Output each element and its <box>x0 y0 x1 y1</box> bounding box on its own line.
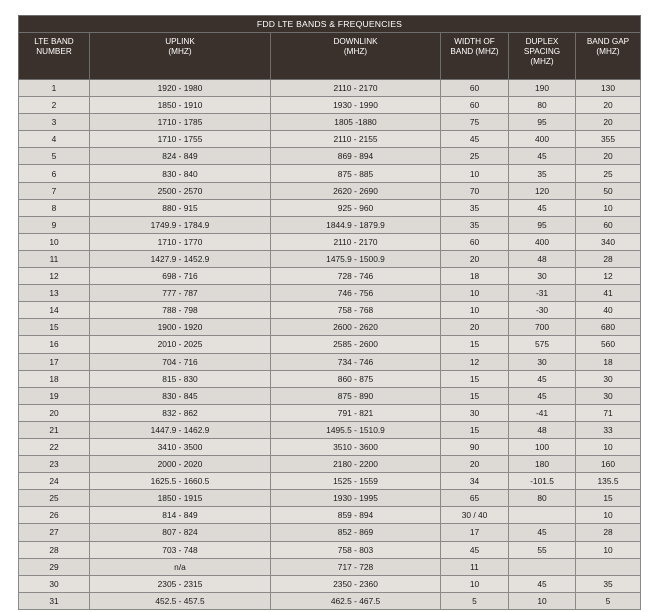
cell-band-number: 22 <box>19 438 90 455</box>
cell-width-of-band: 5 <box>441 592 509 609</box>
cell-width-of-band: 10 <box>441 285 509 302</box>
cell-downlink: 746 - 756 <box>271 285 441 302</box>
cell-uplink: 2010 - 2025 <box>90 336 271 353</box>
cell-downlink: 860 - 875 <box>271 370 441 387</box>
table-row <box>19 353 641 370</box>
table-row <box>19 80 641 97</box>
cell-band-number: 4 <box>19 131 90 148</box>
cell-band-gap: 41 <box>576 285 641 302</box>
cell-band-gap <box>576 558 641 575</box>
cell-band-number: 11 <box>19 250 90 267</box>
cell-band-gap: 160 <box>576 456 641 473</box>
cell-duplex-spacing <box>509 558 576 575</box>
cell-downlink: 1525 - 1559 <box>271 473 441 490</box>
cell-downlink: 2110 - 2155 <box>271 131 441 148</box>
cell-uplink: 880 - 915 <box>90 199 271 216</box>
cell-downlink: 875 - 885 <box>271 165 441 182</box>
cell-band-gap: 10 <box>576 541 641 558</box>
cell-downlink: 3510 - 3600 <box>271 438 441 455</box>
cell-downlink: 1475.9 - 1500.9 <box>271 250 441 267</box>
table-row <box>19 490 641 507</box>
cell-downlink: 2110 - 2170 <box>271 233 441 250</box>
cell-duplex-spacing: 45 <box>509 370 576 387</box>
column-header-line: SPACING <box>523 47 561 56</box>
cell-band-number: 18 <box>19 370 90 387</box>
cell-width-of-band: 60 <box>441 233 509 250</box>
cell-band-number: 6 <box>19 165 90 182</box>
cell-downlink: 1844.9 - 1879.9 <box>271 216 441 233</box>
cell-duplex-spacing: 700 <box>509 319 576 336</box>
cell-band-gap: 10 <box>576 438 641 455</box>
column-header-line: BAND GAP <box>586 37 630 46</box>
cell-duplex-spacing: 80 <box>509 97 576 114</box>
table-body <box>19 80 641 610</box>
cell-duplex-spacing: 400 <box>509 131 576 148</box>
column-header-band-gap <box>576 33 641 80</box>
cell-uplink: n/a <box>90 558 271 575</box>
lte-bands-table-container <box>18 15 640 610</box>
cell-duplex-spacing: 45 <box>509 148 576 165</box>
cell-band-gap: 50 <box>576 182 641 199</box>
table-row <box>19 302 641 319</box>
cell-width-of-band: 30 <box>441 404 509 421</box>
cell-downlink: 1930 - 1995 <box>271 490 441 507</box>
cell-downlink: 1495.5 - 1510.9 <box>271 421 441 438</box>
cell-downlink: 1930 - 1990 <box>271 97 441 114</box>
cell-duplex-spacing: -101.5 <box>509 473 576 490</box>
cell-band-gap: 355 <box>576 131 641 148</box>
column-header-line: DUPLEX <box>525 37 559 46</box>
cell-band-gap: 40 <box>576 302 641 319</box>
cell-band-gap: 20 <box>576 148 641 165</box>
cell-band-number: 31 <box>19 592 90 609</box>
column-header-line: UPLINK <box>165 37 195 46</box>
cell-width-of-band: 15 <box>441 370 509 387</box>
cell-width-of-band: 45 <box>441 541 509 558</box>
table-row <box>19 421 641 438</box>
cell-downlink: 2180 - 2200 <box>271 456 441 473</box>
cell-band-number: 27 <box>19 524 90 541</box>
table-row <box>19 592 641 609</box>
cell-duplex-spacing: 180 <box>509 456 576 473</box>
cell-band-number: 9 <box>19 216 90 233</box>
cell-band-gap: 15 <box>576 490 641 507</box>
cell-band-number: 2 <box>19 97 90 114</box>
cell-downlink: 758 - 803 <box>271 541 441 558</box>
cell-width-of-band: 15 <box>441 387 509 404</box>
cell-uplink: 704 - 716 <box>90 353 271 370</box>
cell-duplex-spacing: 95 <box>509 114 576 131</box>
cell-band-gap: 130 <box>576 80 641 97</box>
cell-downlink: 2585 - 2600 <box>271 336 441 353</box>
cell-band-number: 10 <box>19 233 90 250</box>
table-row <box>19 131 641 148</box>
table-row <box>19 370 641 387</box>
table-row <box>19 524 641 541</box>
cell-uplink: 1427.9 - 1452.9 <box>90 250 271 267</box>
cell-downlink: 791 - 821 <box>271 404 441 421</box>
cell-width-of-band: 11 <box>441 558 509 575</box>
cell-band-number: 20 <box>19 404 90 421</box>
cell-band-gap: 20 <box>576 97 641 114</box>
cell-uplink: 2305 - 2315 <box>90 575 271 592</box>
cell-downlink: 717 - 728 <box>271 558 441 575</box>
cell-width-of-band: 30 / 40 <box>441 507 509 524</box>
cell-band-gap: 33 <box>576 421 641 438</box>
cell-band-number: 26 <box>19 507 90 524</box>
cell-uplink: 830 - 840 <box>90 165 271 182</box>
cell-downlink: 758 - 768 <box>271 302 441 319</box>
cell-band-gap: 30 <box>576 370 641 387</box>
cell-band-number: 5 <box>19 148 90 165</box>
cell-band-number: 30 <box>19 575 90 592</box>
lte-bands-table <box>18 15 641 610</box>
cell-uplink: 807 - 824 <box>90 524 271 541</box>
table-title: FDD LTE BANDS & FREQUENCIES <box>19 16 641 33</box>
cell-uplink: 1710 - 1785 <box>90 114 271 131</box>
cell-band-number: 3 <box>19 114 90 131</box>
cell-duplex-spacing: 10 <box>509 592 576 609</box>
cell-duplex-spacing: 190 <box>509 80 576 97</box>
cell-band-number: 29 <box>19 558 90 575</box>
cell-band-gap: 135.5 <box>576 473 641 490</box>
cell-width-of-band: 20 <box>441 319 509 336</box>
cell-uplink: 824 - 849 <box>90 148 271 165</box>
table-row <box>19 575 641 592</box>
table-row <box>19 268 641 285</box>
cell-band-number: 17 <box>19 353 90 370</box>
table-row <box>19 182 641 199</box>
cell-band-number: 14 <box>19 302 90 319</box>
cell-duplex-spacing: 120 <box>509 182 576 199</box>
cell-uplink: 2000 - 2020 <box>90 456 271 473</box>
column-header-downlink <box>271 33 441 80</box>
cell-width-of-band: 20 <box>441 250 509 267</box>
cell-band-gap: 30 <box>576 387 641 404</box>
cell-band-number: 25 <box>19 490 90 507</box>
cell-width-of-band: 75 <box>441 114 509 131</box>
cell-uplink: 2500 - 2570 <box>90 182 271 199</box>
column-header-line: (MHZ) <box>530 57 554 66</box>
cell-duplex-spacing: -31 <box>509 285 576 302</box>
table-row <box>19 404 641 421</box>
cell-uplink: 1749.9 - 1784.9 <box>90 216 271 233</box>
table-row <box>19 233 641 250</box>
table-row <box>19 507 641 524</box>
cell-downlink: 2350 - 2360 <box>271 575 441 592</box>
column-header-line: (MHZ) <box>343 47 368 56</box>
cell-uplink: 3410 - 3500 <box>90 438 271 455</box>
cell-duplex-spacing: 48 <box>509 421 576 438</box>
cell-width-of-band: 65 <box>441 490 509 507</box>
cell-band-gap: 28 <box>576 250 641 267</box>
cell-band-gap: 340 <box>576 233 641 250</box>
cell-downlink: 2620 - 2690 <box>271 182 441 199</box>
cell-duplex-spacing: -41 <box>509 404 576 421</box>
table-row <box>19 438 641 455</box>
table-row <box>19 336 641 353</box>
cell-uplink: 1850 - 1915 <box>90 490 271 507</box>
cell-band-number: 24 <box>19 473 90 490</box>
column-header-band-number <box>19 33 90 80</box>
table-row <box>19 114 641 131</box>
table-row <box>19 165 641 182</box>
cell-band-gap: 20 <box>576 114 641 131</box>
column-header-line: BAND (MHZ) <box>450 47 499 56</box>
cell-duplex-spacing: 45 <box>509 575 576 592</box>
cell-band-gap: 680 <box>576 319 641 336</box>
cell-band-number: 8 <box>19 199 90 216</box>
cell-uplink: 832 - 862 <box>90 404 271 421</box>
cell-band-gap: 12 <box>576 268 641 285</box>
cell-width-of-band: 45 <box>441 131 509 148</box>
cell-uplink: 1920 - 1980 <box>90 80 271 97</box>
table-row <box>19 216 641 233</box>
cell-uplink: 1850 - 1910 <box>90 97 271 114</box>
table-row <box>19 148 641 165</box>
cell-width-of-band: 90 <box>441 438 509 455</box>
cell-downlink: 925 - 960 <box>271 199 441 216</box>
cell-band-gap: 35 <box>576 575 641 592</box>
cell-duplex-spacing: 45 <box>509 387 576 404</box>
table-row <box>19 558 641 575</box>
cell-duplex-spacing: 45 <box>509 524 576 541</box>
cell-band-number: 1 <box>19 80 90 97</box>
table-row <box>19 319 641 336</box>
table-row <box>19 387 641 404</box>
cell-width-of-band: 20 <box>441 456 509 473</box>
cell-uplink: 1710 - 1755 <box>90 131 271 148</box>
cell-downlink: 1805 -1880 <box>271 114 441 131</box>
cell-width-of-band: 18 <box>441 268 509 285</box>
column-header-width-of-band <box>441 33 509 80</box>
cell-duplex-spacing <box>509 507 576 524</box>
column-header-line: (MHZ) <box>596 47 620 56</box>
cell-band-number: 15 <box>19 319 90 336</box>
table-row <box>19 456 641 473</box>
cell-band-number: 23 <box>19 456 90 473</box>
cell-band-gap: 28 <box>576 524 641 541</box>
table-row <box>19 250 641 267</box>
cell-width-of-band: 10 <box>441 575 509 592</box>
cell-downlink: 2110 - 2170 <box>271 80 441 97</box>
cell-band-gap: 25 <box>576 165 641 182</box>
cell-duplex-spacing: 35 <box>509 165 576 182</box>
table-row <box>19 541 641 558</box>
table-row <box>19 199 641 216</box>
cell-duplex-spacing: -30 <box>509 302 576 319</box>
cell-width-of-band: 60 <box>441 97 509 114</box>
cell-band-gap: 60 <box>576 216 641 233</box>
cell-uplink: 1710 - 1770 <box>90 233 271 250</box>
cell-width-of-band: 12 <box>441 353 509 370</box>
cell-band-number: 16 <box>19 336 90 353</box>
cell-band-number: 7 <box>19 182 90 199</box>
cell-duplex-spacing: 45 <box>509 199 576 216</box>
cell-width-of-band: 35 <box>441 199 509 216</box>
cell-duplex-spacing: 80 <box>509 490 576 507</box>
cell-band-number: 13 <box>19 285 90 302</box>
cell-width-of-band: 35 <box>441 216 509 233</box>
column-header-line: (MHZ) <box>168 47 192 56</box>
cell-duplex-spacing: 95 <box>509 216 576 233</box>
table-row <box>19 473 641 490</box>
cell-downlink: 462.5 - 467.5 <box>271 592 441 609</box>
cell-band-number: 21 <box>19 421 90 438</box>
cell-band-gap: 560 <box>576 336 641 353</box>
cell-duplex-spacing: 575 <box>509 336 576 353</box>
cell-duplex-spacing: 30 <box>509 353 576 370</box>
cell-width-of-band: 70 <box>441 182 509 199</box>
cell-uplink: 703 - 748 <box>90 541 271 558</box>
cell-band-number: 12 <box>19 268 90 285</box>
cell-band-number: 19 <box>19 387 90 404</box>
cell-uplink: 698 - 716 <box>90 268 271 285</box>
cell-duplex-spacing: 30 <box>509 268 576 285</box>
cell-downlink: 728 - 746 <box>271 268 441 285</box>
table-row <box>19 285 641 302</box>
cell-band-number: 28 <box>19 541 90 558</box>
cell-uplink: 452.5 - 457.5 <box>90 592 271 609</box>
cell-uplink: 1900 - 1920 <box>90 319 271 336</box>
cell-duplex-spacing: 55 <box>509 541 576 558</box>
cell-band-gap: 18 <box>576 353 641 370</box>
cell-uplink: 1625.5 - 1660.5 <box>90 473 271 490</box>
cell-width-of-band: 15 <box>441 336 509 353</box>
cell-downlink: 859 - 894 <box>271 507 441 524</box>
cell-width-of-band: 10 <box>441 302 509 319</box>
table-row <box>19 97 641 114</box>
cell-uplink: 1447.9 - 1462.9 <box>90 421 271 438</box>
cell-downlink: 869 - 894 <box>271 148 441 165</box>
cell-width-of-band: 15 <box>441 421 509 438</box>
cell-band-gap: 10 <box>576 199 641 216</box>
cell-band-gap: 10 <box>576 507 641 524</box>
cell-downlink: 734 - 746 <box>271 353 441 370</box>
cell-width-of-band: 10 <box>441 165 509 182</box>
column-header-row <box>19 33 641 80</box>
cell-width-of-band: 60 <box>441 80 509 97</box>
cell-band-gap: 71 <box>576 404 641 421</box>
column-header-line: LTE BAND <box>34 37 74 46</box>
cell-downlink: 852 - 869 <box>271 524 441 541</box>
cell-downlink: 2600 - 2620 <box>271 319 441 336</box>
cell-width-of-band: 25 <box>441 148 509 165</box>
cell-downlink: 875 - 890 <box>271 387 441 404</box>
cell-width-of-band: 17 <box>441 524 509 541</box>
cell-uplink: 814 - 849 <box>90 507 271 524</box>
cell-duplex-spacing: 48 <box>509 250 576 267</box>
cell-uplink: 830 - 845 <box>90 387 271 404</box>
column-header-duplex-spacing <box>509 33 576 80</box>
cell-width-of-band: 34 <box>441 473 509 490</box>
column-header-line: DOWNLINK <box>333 37 378 46</box>
cell-uplink: 788 - 798 <box>90 302 271 319</box>
cell-duplex-spacing: 400 <box>509 233 576 250</box>
column-header-line: NUMBER <box>36 47 72 56</box>
cell-uplink: 777 - 787 <box>90 285 271 302</box>
cell-duplex-spacing: 100 <box>509 438 576 455</box>
cell-band-gap: 5 <box>576 592 641 609</box>
column-header-line: WIDTH OF <box>454 37 495 46</box>
cell-uplink: 815 - 830 <box>90 370 271 387</box>
column-header-uplink <box>90 33 271 80</box>
